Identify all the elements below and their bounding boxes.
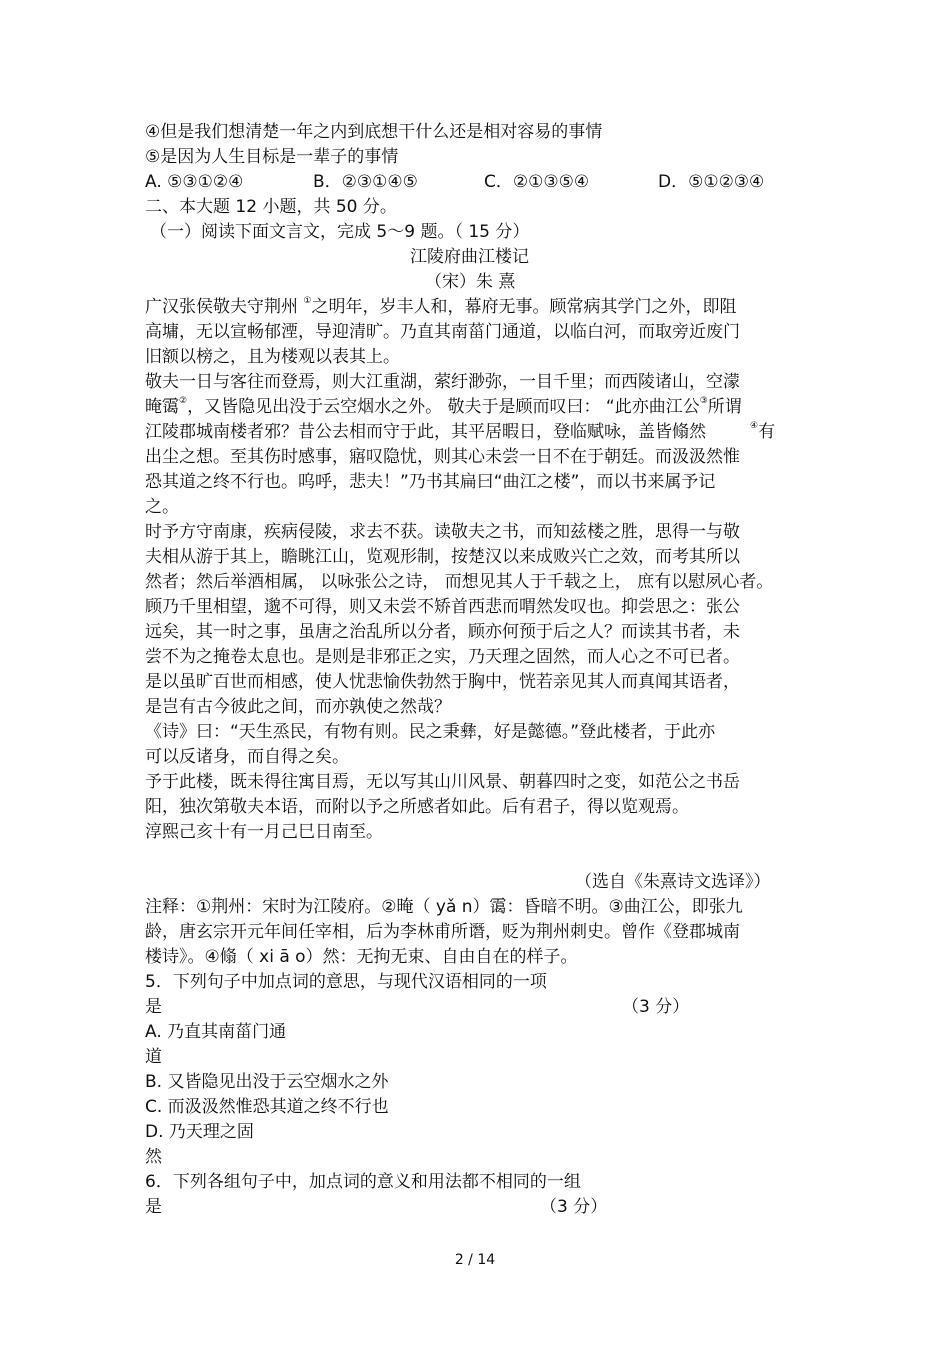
answer-b: B．②③①④⑤ <box>313 172 418 192</box>
option-line-5: ⑤是因为人生目标是一辈子的事情 <box>145 147 399 167</box>
question-5-option-b: B. 又皆隐见出没于云空烟水之外 <box>145 1072 389 1092</box>
answer-a: A. ⑤③①②④ <box>145 172 244 192</box>
note-mark-4: ④ <box>750 421 759 431</box>
question-5-option-d-cont: 然 <box>145 1147 162 1167</box>
question-5-stem: 5．下列句子中加点词的意思，与现代汉语相同的一项 <box>145 972 547 992</box>
question-5-option-a-cont: 道 <box>145 1047 162 1067</box>
essay-line: 旧额以榜之，且为楼观以表其上。 <box>145 347 400 367</box>
essay-line: 阳，独次第敬夫本语，而附以予之所感者如此。后有君子，得以览观焉。 <box>145 797 689 817</box>
essay-line: 时予方守南康，疾病侵陵，求去不获。读敬夫之书，而知兹楼之胜，思得一与敬 <box>145 522 740 542</box>
essay-line: 淳熙己亥十有一月己巳日南至。 <box>145 822 383 842</box>
essay-line: 出尘之想。至其伤时感事，寤叹隐忧，则其心未尝一日不在于朝廷。而汲汲然惟 <box>145 447 740 467</box>
answer-d: D．⑤①②③④ <box>658 172 765 192</box>
note-mark-3: ③ <box>699 396 708 406</box>
question-5-stem-cont: 是 <box>145 997 162 1017</box>
essay-line: 之。 <box>145 497 179 517</box>
essay-line: 晻霭②，又皆隐见出没于云空烟水之外。 敬夫于是顾而叹曰： “此亦曲江公③所谓 <box>145 396 742 417</box>
notes-line: 龄，唐玄宗开元年间任宰相，后为李林甫所谮，贬为荆州刺史。曾作《登郡城南 <box>145 922 740 942</box>
essay-line: 夫相从游于其上，瞻眺江山，览观形制，按楚汉以来成败兴亡之效，而考其所以 <box>145 547 740 567</box>
page-number: 2 / 14 <box>454 1252 496 1268</box>
essay-source: （选自《朱熹诗文选译》） <box>575 872 771 892</box>
question-6-stem: 6．下列各组句子中，加点词的意义和用法都不相同的一组 <box>145 1172 581 1192</box>
essay-line: 《诗》曰：“天生烝民，有物有则。民之秉彝，好是懿德。”登此楼者，于此亦 <box>145 722 716 742</box>
essay-line: 是岂有古今彼此之间，而亦孰使之然哉？ <box>145 697 451 717</box>
essay-author: （宋）朱 熹 <box>425 272 516 292</box>
question-5-option-a: A. 乃直其南菑门通 <box>145 1022 287 1042</box>
question-6-score: （3 分） <box>540 1197 608 1217</box>
section-subheading: （一）阅读下面文言文，完成 5～9 题。（ 15 分） <box>150 222 530 242</box>
essay-line: 予于此楼，既未得往寓目焉，无以写其山川风景、朝暮四时之变，如范公之书岳 <box>145 772 740 792</box>
essay-line: 远矣，其一时之事，虽唐之治乱所以分者，顾亦何预于后之人？而读其书者，未 <box>145 622 740 642</box>
essay-line: 是以虽旷百世而相感，使人忧悲愉佚勃然于胸中，恍若亲见其人而真闻其语者， <box>145 672 740 692</box>
essay-line: 尝不为之掩卷太息也。是则是非邪正之实，乃天理之固然，而人心之不可已者。 <box>145 647 740 667</box>
notes-line: 楼诗》。④翛（ xi ā o）然：无拘无束、自由自在的样子。 <box>145 947 578 967</box>
question-5-score: （3 分） <box>622 997 690 1017</box>
essay-title: 江陵府曲江楼记 <box>410 247 529 267</box>
answer-c: C．②①③⑤④ <box>484 172 590 192</box>
note-mark-2: ② <box>179 396 188 406</box>
note-mark-1: ① <box>303 296 312 306</box>
section-heading: 二、本大题 12 小题，共 50 分。 <box>145 197 397 217</box>
essay-line: 顾乃千里相望，邈不可得，则又未尝不矫首西悲而喟然发叹也。抑尝思之：张公 <box>145 597 740 617</box>
essay-line: 恐其道之终不行也。呜呼，悲夫！”乃书其扁曰“曲江之楼”，而以书来属予记 <box>145 472 716 492</box>
essay-line: 然者；然后举酒相属， 以咏张公之诗， 而想见其人于千载之上， 庶有以慰夙心者。 <box>145 572 774 592</box>
essay-line: 可以反诸身，而自得之矣。 <box>145 747 349 767</box>
question-5-option-c: C. 而汲汲然惟恐其道之终不行也 <box>145 1097 389 1117</box>
question-6-stem-cont: 是 <box>145 1197 162 1217</box>
essay-line: 广汉张侯敬夫守荆州 ①之明年，岁丰人和，幕府无事。顾常病其学门之外，即阻 <box>145 296 737 317</box>
notes-line: 注释：①荆州：宋时为江陵府。②晻（ yǎ n）霭：昏暗不明。③曲江公，即张九 <box>145 897 743 917</box>
essay-line: 高墉，无以宣畅郁湮，导迎清旷。乃直其南菑门通道，以临白河，而取旁近废门 <box>145 322 740 342</box>
essay-line: 江陵郡城南楼者邪？昔公去相而守于此，其平居暇日，登临赋咏，盖皆翛然 ④有 <box>145 421 776 442</box>
essay-line: 敬夫一日与客往而登焉，则大江重湖，萦纡渺弥，一目千里；而西陵诸山，空濛 <box>145 372 740 392</box>
question-5-option-d: D. 乃天理之固 <box>145 1122 254 1142</box>
option-line-4: ④但是我们想清楚一年之内到底想干什么还是相对容易的事情 <box>145 122 603 142</box>
